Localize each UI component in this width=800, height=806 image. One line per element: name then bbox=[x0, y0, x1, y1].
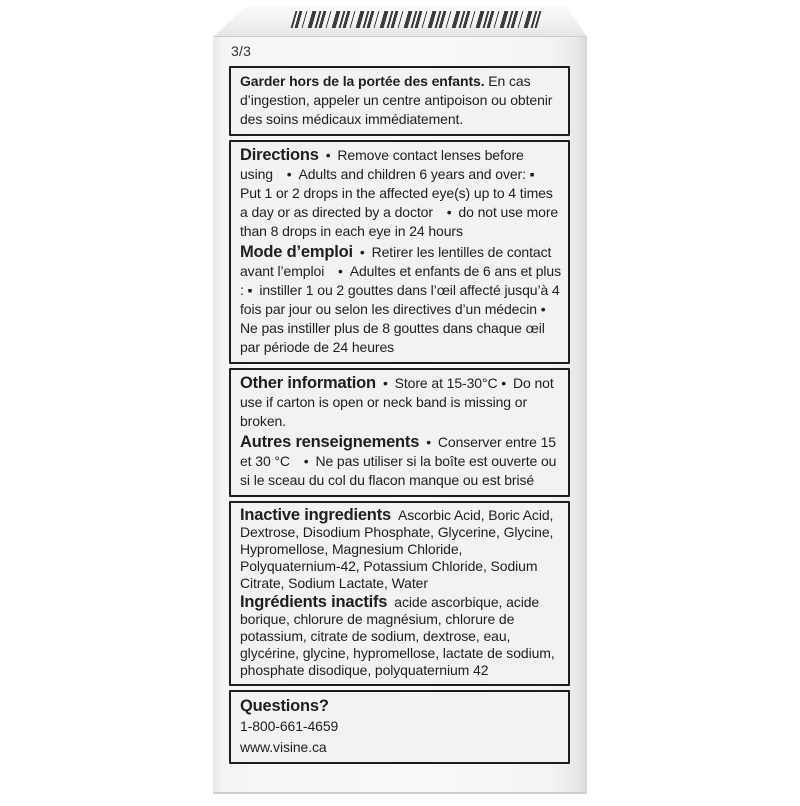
top-flap bbox=[213, 6, 587, 37]
inactive-en bbox=[240, 507, 561, 592]
panel-index: 3/3 bbox=[231, 43, 252, 59]
directions-en bbox=[240, 146, 561, 241]
directions-body-en: • Remove contact lenses before using • Adults and children 6 years and over: ▪ Put 1 or 2 drops in the affected eye(s) up to 4 times a day or as directed by a doctor • do not use more than 8 drops in each eye in 24 hours bbox=[240, 147, 559, 239]
questions-website: www.visine.ca bbox=[240, 739, 327, 755]
other-info-en bbox=[240, 374, 561, 431]
inactive-body-en: Ascorbic Acid, Boric Acid, Dextrose, Disodium Phosphate, Glycerine, Glycine, Hypromellose, Magnesium Chloride, Polyquaternium-42, Potassium Chloride, Sodium Citrate, Sodium Lactate, Water bbox=[240, 507, 554, 591]
other-info-body-fr: • Conserver entre 15 et 30 °C • Ne pas utiliser si la boîte est ouverte ou si le sceau du col du flacon manque ou est brisé bbox=[240, 434, 557, 488]
other-info-heading-fr: Autres renseignements bbox=[240, 433, 420, 451]
directions-fr bbox=[240, 243, 561, 357]
other-info-body-en: • Store at 15-30°C • Do not use if carton is open or neck band is missing or broken. bbox=[240, 375, 554, 429]
section-questions bbox=[229, 690, 570, 764]
upc-barcode-icon bbox=[291, 11, 542, 28]
inactive-heading-en: Inactive ingredients bbox=[240, 506, 391, 524]
inactive-heading-fr: Ingrédients inactifs bbox=[240, 593, 388, 611]
other-info-fr bbox=[240, 433, 561, 490]
child-warning-lead: Garder hors de la portée des enfants. bbox=[240, 73, 485, 89]
section-inactive-ingredients bbox=[229, 501, 570, 686]
inactive-fr bbox=[240, 594, 561, 679]
questions-heading: Questions? bbox=[240, 697, 329, 715]
visine-carton-back bbox=[213, 6, 587, 794]
child-warning-text bbox=[240, 72, 561, 129]
section-child-warning bbox=[229, 66, 570, 136]
questions-phone: 1-800-661-4659 bbox=[240, 718, 339, 734]
section-other-information bbox=[229, 368, 570, 497]
inactive-body-fr: acide ascorbique, acide borique, chlorure de magnésium, chlorure de potassium, citrate de sodium, dextrose, eau, glycérine, glycine, hypromellose, lactate de sodium, phosphate disodique, polyquaternium 42 bbox=[240, 594, 555, 678]
directions-heading-fr: Mode d’emploi bbox=[240, 243, 353, 261]
child-warning-body: En cas d’ingestion, appeler un centre antipoison ou obtenir des soins médicaux immédiatement. bbox=[240, 73, 553, 127]
directions-body-fr: • Retirer les lentilles de contact avant l’emploi • Adultes et enfants de 6 ans et plus : ▪ instiller 1 ou 2 gouttes dans l’œil affecté jusqu’à 4 fois par jour ou selon les directives d’un médecin • Ne pas instiller plus de 8 gouttes dans chaque œil par période de 24 heures bbox=[240, 244, 562, 355]
other-info-heading-en: Other information bbox=[240, 374, 376, 392]
section-directions bbox=[229, 140, 570, 364]
directions-heading-en: Directions bbox=[240, 146, 319, 164]
back-panel bbox=[213, 37, 587, 794]
